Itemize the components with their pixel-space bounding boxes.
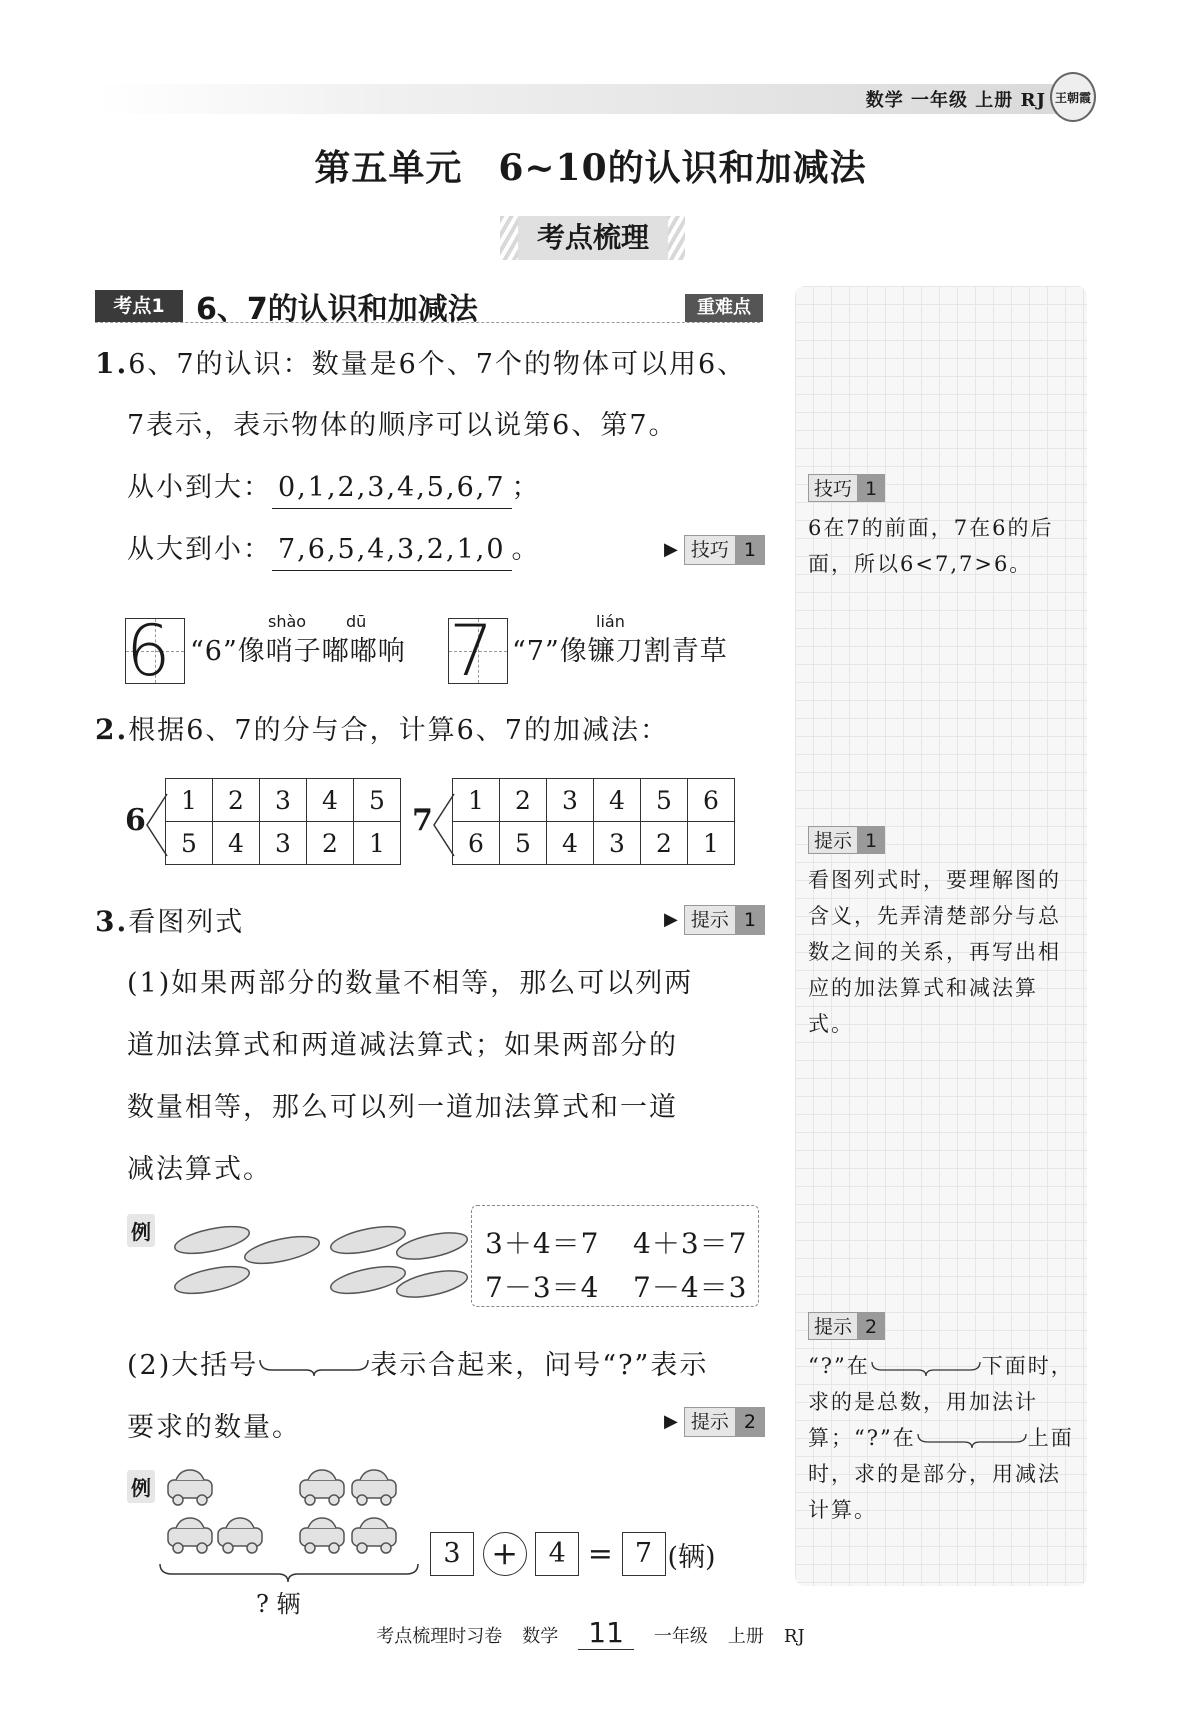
footer-volume: 上册 (727, 1626, 764, 1647)
item1-line2: 7表示，表示物体的顺序可以说第6、第7。 (127, 410, 678, 441)
page-footer (0, 1616, 1181, 1650)
item3-p2-a: (2)大括号 (127, 1350, 259, 1381)
brace-icon (916, 1430, 1028, 1450)
hint2-link-name: 提示 (684, 1407, 736, 1437)
hint1-name: 提示 (808, 826, 858, 854)
unit-title (0, 140, 1181, 191)
hint2-line5: 计算。 (808, 1498, 877, 1522)
answer-operator: + (483, 1532, 527, 1576)
answer-equals: = (587, 1536, 613, 1572)
example1-label: 例 (127, 1214, 155, 1247)
writing-seven-char: 7 (449, 610, 494, 692)
answer-equation (430, 1532, 716, 1576)
split-cell: 1 (453, 779, 500, 822)
tip1-tag (808, 474, 885, 502)
key-point-badge: 重难点 (685, 294, 763, 322)
seven-rhyme: “7”像镰刀割青草 (512, 636, 728, 667)
footer-subject: 数学 (522, 1626, 559, 1647)
split-cell: 4 (307, 779, 354, 822)
ascending-label: 从小到大： (127, 472, 272, 503)
six-rhyme: “6”像哨子嘟嘟响 (190, 636, 406, 667)
hint1-link-name: 提示 (684, 905, 736, 935)
section-badge: 考点梳理 (518, 216, 668, 260)
footer-grade: 一年级 (653, 1626, 708, 1647)
six-split-label: 6 (125, 803, 146, 838)
brace-icon (258, 1356, 370, 1378)
kaodian-title: 6、7的认识和加减法 (196, 292, 478, 327)
equation-1: 3＋4＝7 (485, 1227, 600, 1260)
descending-end: 。 (511, 534, 541, 565)
descending-label: 从大到小： (127, 534, 272, 565)
unit-number: 第五单元 (314, 147, 463, 189)
publisher-logo (1050, 72, 1096, 122)
play-triangle-icon: ▶ (664, 1411, 678, 1432)
hint2-line4: 时，求的是部分，用减法 (808, 1462, 1061, 1486)
answer-box-b: 4 (535, 1532, 579, 1576)
equation-2: 4＋3＝7 (633, 1227, 748, 1260)
hint1-link-num: 1 (736, 905, 765, 935)
hint2-line1: “?”在 下面时， (808, 1354, 1074, 1378)
tip1-link[interactable] (664, 536, 765, 564)
item3-p2-line1 (127, 1346, 708, 1386)
hint1-num: 1 (858, 826, 885, 854)
item3-p2-line2: 要求的数量。 (127, 1412, 301, 1443)
brace-icon (870, 1358, 982, 1378)
hint2-link-num: 2 (736, 1407, 765, 1437)
hint2-line3: 算；“?”在 上面 (808, 1426, 1074, 1450)
split-cell: 2 (500, 779, 547, 822)
item3-p2-b: 表示合起来，问号“?”表示 (370, 1350, 709, 1381)
answer-box-a: 3 (430, 1532, 474, 1576)
item2-text: 根据6、7的分与合，计算6、7的加减法： (128, 715, 669, 746)
split-cell: 5 (641, 779, 688, 822)
split-cell: 3 (260, 779, 307, 822)
hint1-text: 看图列式时，要理解图的含义，先弄清楚部分与总数之间的关系，再写出相应的加法算式和减法算式。 (808, 868, 1061, 1036)
example2-label: 例 (127, 1470, 155, 1503)
hint2-text (808, 1348, 1078, 1528)
pinyin-du: dū (346, 612, 367, 631)
logo-text: 王朝霞 (1054, 90, 1091, 105)
footer-series: 考点梳理时习卷 (376, 1626, 503, 1647)
split-cell: 4 (547, 822, 594, 865)
split-cell: 5 (500, 822, 547, 865)
tip1-name: 技巧 (808, 474, 858, 502)
tip1-link-num: 1 (736, 535, 765, 565)
split-cell: 2 (307, 822, 354, 865)
split-cell: 6 (688, 779, 735, 822)
pinyin-lian: lián (596, 612, 625, 631)
hotdog-illustration (170, 1218, 470, 1308)
item2-line (95, 710, 669, 751)
item3-p1-line4: 减法算式。 (127, 1154, 272, 1185)
split-cell: 4 (594, 779, 641, 822)
hint2-name: 提示 (808, 1312, 858, 1340)
header-text: 数学 一年级 上册 RJ (865, 90, 1046, 111)
split-cell: 5 (354, 779, 401, 822)
item3-title: 看图列式 (128, 907, 245, 938)
answer-unit: (辆) (667, 1541, 716, 1573)
play-triangle-icon: ▶ (664, 909, 678, 930)
hint2-line2: 求的是总数，用加法计 (808, 1390, 1038, 1414)
pinyin-shao: shào (268, 612, 307, 631)
hint2-link[interactable] (664, 1408, 765, 1436)
kaodian-underline (95, 322, 760, 323)
hint2-tag (808, 1312, 885, 1340)
brace-question-label: ? 辆 (256, 1590, 301, 1618)
hint1-tag (808, 826, 885, 854)
hint1-link[interactable] (664, 906, 765, 934)
split-cell: 1 (688, 822, 735, 865)
item3-p1-line2: 道加法算式和两道减法算式；如果两部分的 (127, 1030, 678, 1061)
split-cell: 6 (453, 822, 500, 865)
item2-number: 2. (95, 713, 129, 746)
cars-illustration (160, 1462, 420, 1572)
tip1-link-name: 技巧 (684, 535, 736, 565)
writing-box-seven (448, 610, 508, 692)
item3-p1-line1: (1)如果两部分的数量不相等，那么可以列两 (127, 968, 694, 999)
seven-split-label: 7 (412, 803, 433, 838)
split-cell: 3 (547, 779, 594, 822)
tip1-text: 6在7的前面，7在6的后面，所以6<7,7>6。 (808, 516, 1054, 576)
split-cell: 1 (166, 779, 213, 822)
item1-number: 1. (95, 347, 129, 380)
unit-topic: 6~10的认识和加减法 (498, 147, 867, 189)
descending-line (127, 530, 541, 571)
tip1-num: 1 (858, 474, 885, 502)
split-cell: 2 (213, 779, 260, 822)
split-cell: 3 (594, 822, 641, 865)
writing-box-six (125, 610, 185, 692)
six-split-table (165, 778, 401, 865)
equation-3: 7－3＝4 (485, 1271, 600, 1304)
footer-edition: RJ (783, 1626, 805, 1647)
item3-number: 3. (95, 905, 129, 938)
item3-heading (95, 902, 244, 943)
hint2-num: 2 (858, 1312, 885, 1340)
cars-brace (158, 1562, 420, 1584)
item3-p1-line3: 数量相等，那么可以列一道加法算式和一道 (127, 1092, 678, 1123)
descending-answer: 7,6,5,4,3,2,1,0 (272, 530, 512, 571)
kaodian-tag: 考点1 (95, 290, 183, 322)
split-cell: 1 (354, 822, 401, 865)
writing-six-char: 6 (126, 610, 171, 692)
split-cell: 5 (166, 822, 213, 865)
answer-box-c: 7 (622, 1532, 666, 1576)
equation-4: 7－4＝3 (633, 1271, 748, 1304)
split-cell: 4 (213, 822, 260, 865)
play-triangle-icon: ▶ (664, 539, 678, 560)
page-number: 11 (578, 1616, 634, 1650)
item1-text1: 6、7的认识：数量是6个、7个的物体可以用6、 (128, 349, 747, 380)
ascending-line (127, 468, 541, 509)
split-cell: 2 (641, 822, 688, 865)
split-cell: 3 (260, 822, 307, 865)
item1-line1 (95, 344, 746, 385)
seven-split-table (452, 778, 735, 865)
ascending-end: ； (511, 472, 541, 503)
ascending-answer: 0,1,2,3,4,5,6,7 (272, 468, 512, 509)
